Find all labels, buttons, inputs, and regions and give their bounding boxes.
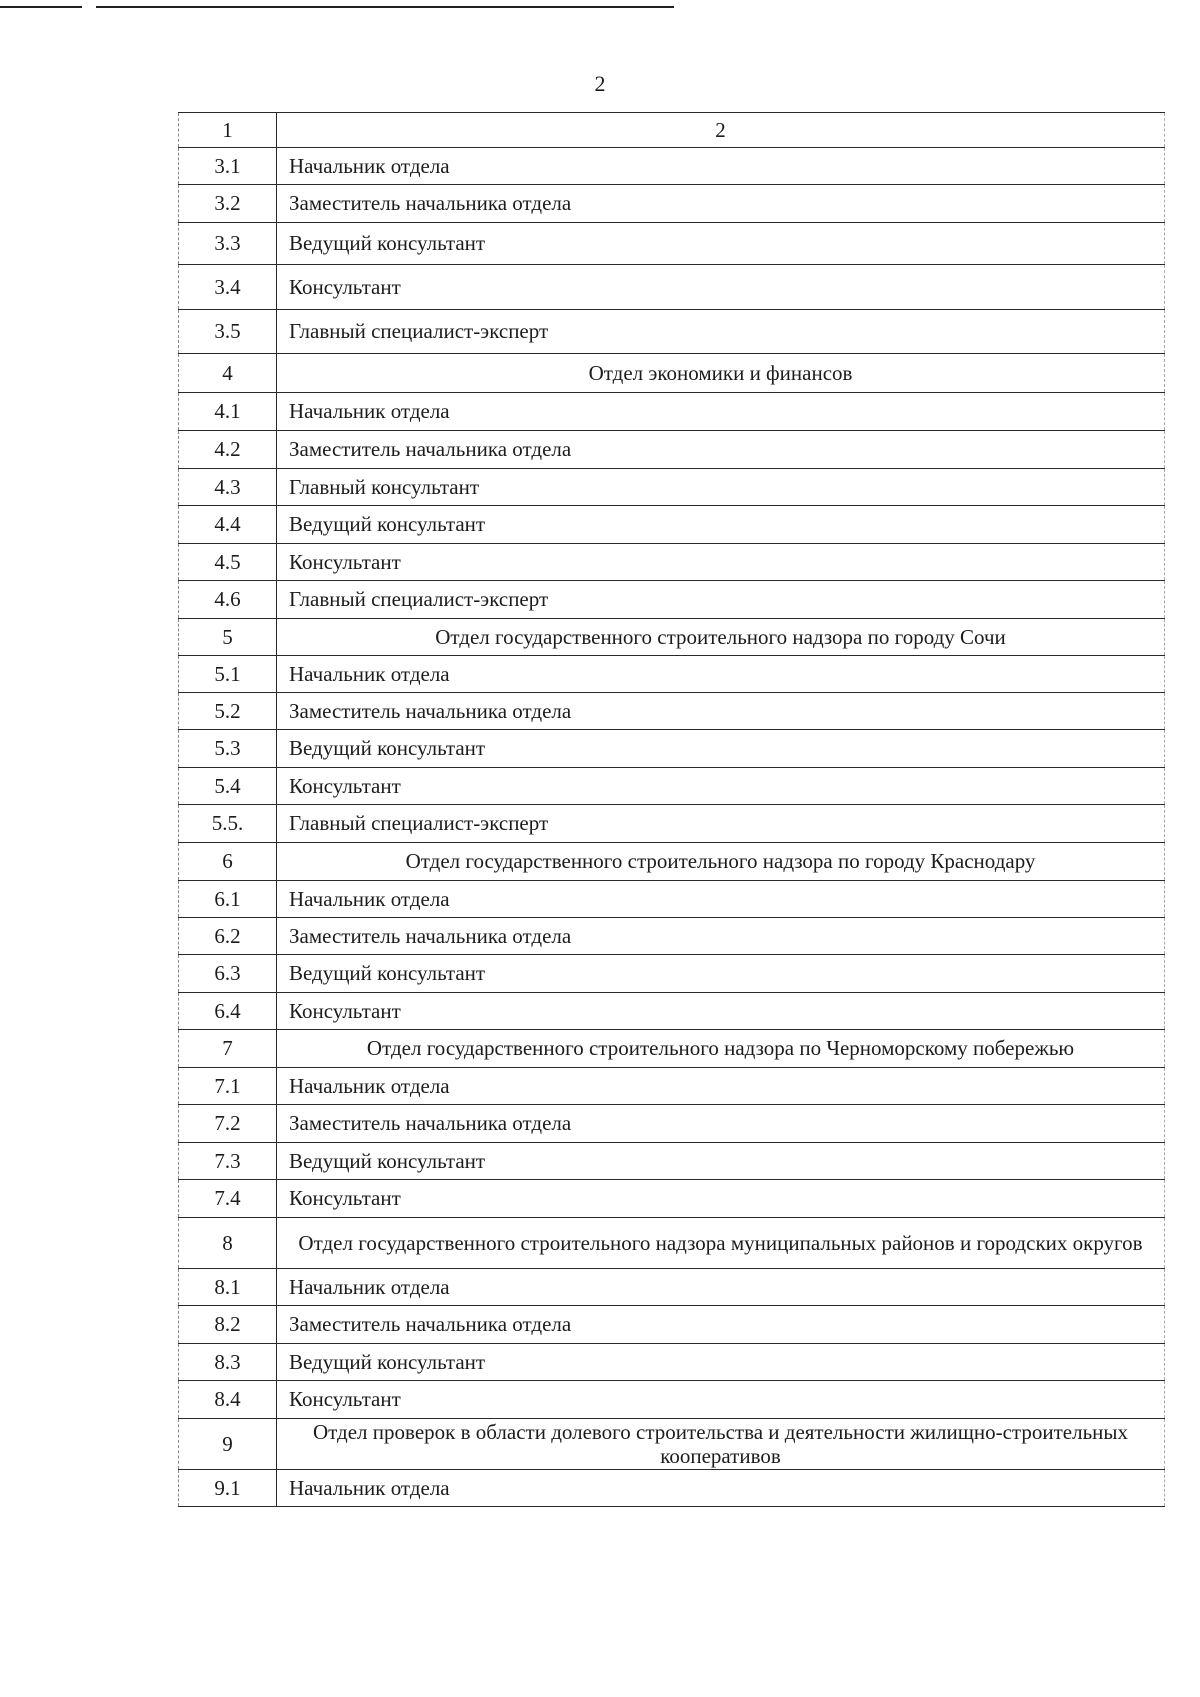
section-row [179, 1030, 1165, 1068]
position-name: Начальник отдела [277, 881, 1165, 918]
position-name: Консультант [277, 1381, 1165, 1419]
table-header-row [179, 113, 1165, 148]
row-number: 4.1 [179, 393, 277, 431]
row-number: 4.4 [179, 506, 277, 544]
table-row [179, 581, 1165, 619]
table-row [179, 544, 1165, 581]
row-number: 9 [179, 1419, 277, 1470]
table-row [179, 805, 1165, 843]
table-row [179, 185, 1165, 223]
position-name: Начальник отдела [277, 1269, 1165, 1306]
table-row [179, 1306, 1165, 1344]
section-row [179, 619, 1165, 656]
table-row [179, 993, 1165, 1030]
row-number: 4.5 [179, 544, 277, 581]
table-row [179, 431, 1165, 469]
row-number: 6.3 [179, 955, 277, 993]
row-number: 8.2 [179, 1306, 277, 1344]
position-name: Начальник отдела [277, 1470, 1165, 1507]
staff-positions-table [178, 112, 1165, 1507]
position-name: Консультант [277, 544, 1165, 581]
scan-border-line-left [0, 6, 82, 8]
header-col-number: 1 [179, 113, 277, 148]
section-row [179, 1419, 1165, 1470]
position-name: Заместитель начальника отдела [277, 918, 1165, 955]
row-number: 5.1 [179, 656, 277, 693]
table-row [179, 955, 1165, 993]
position-name: Заместитель начальника отдела [277, 1105, 1165, 1143]
row-number: 8.1 [179, 1269, 277, 1306]
row-number: 4.3 [179, 469, 277, 506]
row-number: 5.2 [179, 693, 277, 730]
table-row [179, 506, 1165, 544]
table-row [179, 1381, 1165, 1419]
table-row [179, 768, 1165, 805]
section-row [179, 1218, 1165, 1269]
table-row [179, 469, 1165, 506]
table-row [179, 1269, 1165, 1306]
section-row [179, 843, 1165, 881]
table-row [179, 656, 1165, 693]
row-number: 6.2 [179, 918, 277, 955]
row-number: 6.1 [179, 881, 277, 918]
department-name: Отдел государственного строительного надзора по городу Сочи [277, 619, 1165, 656]
position-name: Ведущий консультант [277, 506, 1165, 544]
department-name: Отдел экономики и финансов [277, 354, 1165, 393]
row-number: 5.5. [179, 805, 277, 843]
position-name: Главный консультант [277, 469, 1165, 506]
table-row [179, 1143, 1165, 1180]
section-row [179, 354, 1165, 393]
header-col-name: 2 [277, 113, 1165, 148]
table-row [179, 1180, 1165, 1218]
table-row [179, 393, 1165, 431]
row-number: 3.5 [179, 310, 277, 354]
row-number: 7 [179, 1030, 277, 1068]
position-name: Главный специалист-эксперт [277, 310, 1165, 354]
table-row [179, 730, 1165, 768]
row-number: 4.2 [179, 431, 277, 469]
position-name: Ведущий консультант [277, 730, 1165, 768]
position-name: Начальник отдела [277, 148, 1165, 185]
position-name: Ведущий консультант [277, 223, 1165, 265]
table-row [179, 881, 1165, 918]
row-number: 7.2 [179, 1105, 277, 1143]
row-number: 3.1 [179, 148, 277, 185]
department-name: Отдел государственного строительного надзора по городу Краснодару [277, 843, 1165, 881]
row-number: 3.3 [179, 223, 277, 265]
row-number: 3.2 [179, 185, 277, 223]
position-name: Ведущий консультант [277, 1344, 1165, 1381]
scan-border-line-right [96, 6, 674, 8]
page-number: 2 [594, 71, 606, 96]
position-name: Заместитель начальника отдела [277, 431, 1165, 469]
row-number: 5.3 [179, 730, 277, 768]
row-number: 8.3 [179, 1344, 277, 1381]
table-row [179, 1344, 1165, 1381]
row-number: 7.1 [179, 1068, 277, 1105]
table-row [179, 1470, 1165, 1507]
position-name: Главный специалист-эксперт [277, 805, 1165, 843]
position-name: Консультант [277, 768, 1165, 805]
department-name: Отдел проверок в области долевого строительства и деятельности жилищно-строительных кооперативов [277, 1419, 1165, 1470]
table-row [179, 693, 1165, 730]
position-name: Начальник отдела [277, 1068, 1165, 1105]
table-row [179, 265, 1165, 310]
table-row [179, 1068, 1165, 1105]
department-name: Отдел государственного строительного надзора муниципальных районов и городских округов [277, 1218, 1165, 1269]
row-number: 7.4 [179, 1180, 277, 1218]
row-number: 8 [179, 1218, 277, 1269]
row-number: 4.6 [179, 581, 277, 619]
position-name: Заместитель начальника отдела [277, 185, 1165, 223]
row-number: 4 [179, 354, 277, 393]
position-name: Консультант [277, 265, 1165, 310]
table-row [179, 1105, 1165, 1143]
position-name: Начальник отдела [277, 656, 1165, 693]
table-body [179, 113, 1165, 1507]
row-number: 3.4 [179, 265, 277, 310]
department-name: Отдел государственного строительного надзора по Черноморскому побережью [277, 1030, 1165, 1068]
table-row [179, 223, 1165, 265]
table-row [179, 148, 1165, 185]
table-row [179, 310, 1165, 354]
position-name: Ведущий консультант [277, 955, 1165, 993]
position-name: Консультант [277, 1180, 1165, 1218]
row-number: 7.3 [179, 1143, 277, 1180]
row-number: 6.4 [179, 993, 277, 1030]
position-name: Заместитель начальника отдела [277, 1306, 1165, 1344]
position-name: Начальник отдела [277, 393, 1165, 431]
position-name: Консультант [277, 993, 1165, 1030]
position-name: Заместитель начальника отдела [277, 693, 1165, 730]
row-number: 6 [179, 843, 277, 881]
row-number: 8.4 [179, 1381, 277, 1419]
position-name: Ведущий консультант [277, 1143, 1165, 1180]
row-number: 5.4 [179, 768, 277, 805]
row-number: 9.1 [179, 1470, 277, 1507]
position-name: Главный специалист-эксперт [277, 581, 1165, 619]
table-row [179, 918, 1165, 955]
row-number: 5 [179, 619, 277, 656]
